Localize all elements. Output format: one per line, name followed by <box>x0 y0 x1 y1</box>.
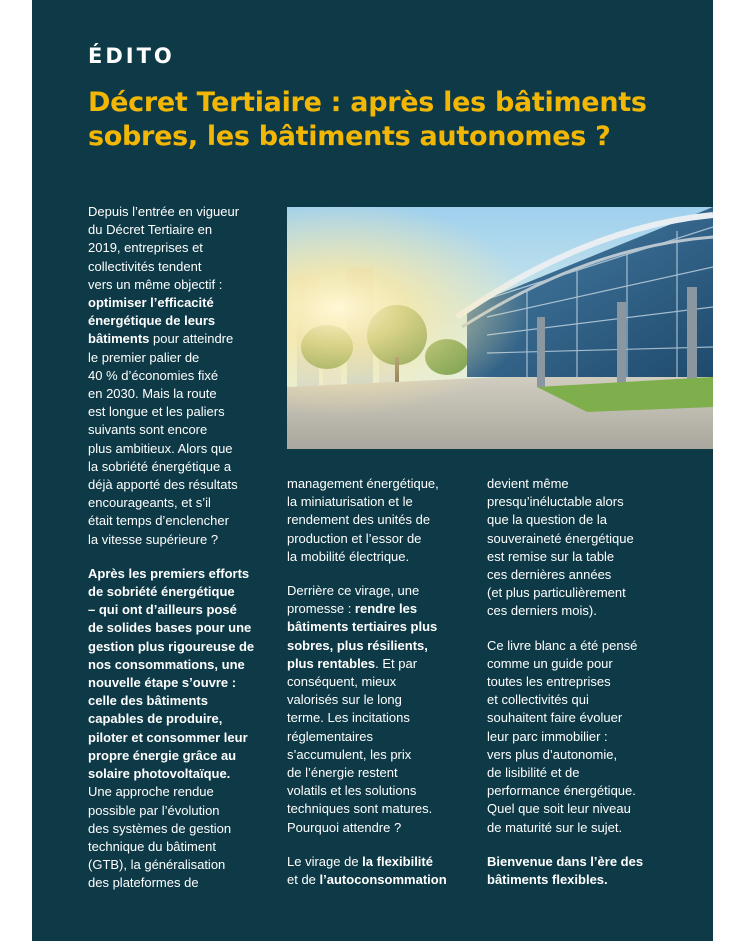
text-line: – qui ont d’ailleurs posé <box>88 602 237 618</box>
text-line: collectivités tendent <box>88 258 202 274</box>
text-line: celle des bâtiments <box>88 693 208 709</box>
text-line: réglementaires <box>287 728 373 744</box>
text-line: leur parc immobilier : <box>487 728 608 744</box>
text-line: Quel que soit leur niveau <box>487 801 631 817</box>
text-column-3 <box>487 475 669 905</box>
text-line: capables de produire, <box>88 711 223 727</box>
text-line: s’accumulent, les prix <box>287 746 412 762</box>
text-line: optimiser l’efficacité <box>88 295 214 311</box>
text-line: piloter et consommer leur <box>88 729 248 745</box>
text-line: déjà apporté des résultats <box>88 477 238 493</box>
paragraph <box>487 637 669 837</box>
text-line: et de <box>287 872 320 888</box>
text-line: que la question de la <box>487 512 607 528</box>
text-line: la miniaturisation et le <box>287 494 413 510</box>
text-line: (et plus particulièrement <box>487 585 626 601</box>
text-line: Le virage de <box>287 853 363 869</box>
text-line: la sobriété énergétique a <box>88 458 232 474</box>
text-line: et collectivités qui <box>487 692 589 708</box>
text-line: management énergétique, <box>287 476 439 491</box>
text-line: de solides bases pour une <box>88 620 252 636</box>
text-line: sobres, plus résilients, <box>287 637 428 653</box>
paragraph <box>88 565 270 893</box>
text-line: rendre les <box>354 601 418 617</box>
text-line: était temps d’enclencher <box>88 513 229 529</box>
text-line: Une approche rendue <box>88 784 214 800</box>
text-line: Derrière ce virage, une <box>287 583 420 599</box>
page-title <box>88 86 688 154</box>
text-line: suivants sont encore <box>88 422 208 438</box>
text-line: propre énergie grâce au <box>88 747 237 763</box>
section-kicker: ÉDITO <box>88 44 175 68</box>
text-line: la flexibilité <box>362 853 433 869</box>
text-line: du Décret Tertiaire en <box>88 222 213 238</box>
text-line: la vitesse supérieure ? <box>88 531 219 547</box>
text-line: l’autoconsommation <box>319 872 447 888</box>
text-line: plus rentables <box>287 655 376 671</box>
paragraph <box>287 582 469 837</box>
text-line: 40 % d’économies fixé <box>88 367 219 383</box>
paragraph <box>287 853 469 889</box>
text-line: technique du bâtiment <box>88 838 216 854</box>
text-line: la mobilité électrique. <box>287 548 410 564</box>
text-line: 2019, entreprises et <box>88 240 203 256</box>
text-line: toutes les entreprises <box>487 674 611 690</box>
text-line: souhaitent faire évoluer <box>487 710 623 726</box>
text-line: Ce livre blanc a été pensé <box>487 637 638 653</box>
text-line: nouvelle étape s’ouvre : <box>88 675 237 691</box>
text-line: techniques sont matures. <box>287 801 433 817</box>
text-line: presqu’inéluctable alors <box>487 494 624 510</box>
text-line: bâtiments tertiaires plus <box>287 619 438 635</box>
text-line: nos consommations, une <box>88 656 245 672</box>
text-line: bâtiments flexibles. <box>487 872 608 888</box>
text-line: ces derniers mois). <box>487 603 597 619</box>
text-line: Depuis l’entrée en vigueur <box>88 204 240 219</box>
text-line: valorisés sur le long <box>287 692 402 708</box>
text-line: vers un même objectif : <box>88 276 223 292</box>
text-line: ces dernières années <box>487 567 612 583</box>
text-line: est remise sur la table <box>487 548 615 564</box>
paragraph <box>487 475 669 621</box>
text-line: performance énergétique. <box>487 783 636 799</box>
text-line: en 2030. Mais la route <box>88 386 217 402</box>
text-line: des systèmes de gestion <box>88 820 232 836</box>
building-photo-icon <box>287 207 713 449</box>
text-line: (GTB), la généralisation <box>88 857 226 873</box>
title-line: sobres, les bâtiments autonomes ? <box>88 121 611 152</box>
title-line: Décret Tertiaire : après les bâtiments <box>88 87 647 118</box>
text-line: gestion plus rigoureuse de <box>88 638 255 654</box>
text-line: comme un guide pour <box>487 655 613 671</box>
text-line: conséquent, mieux <box>287 674 397 690</box>
text-line: rendement des unités de <box>287 512 431 528</box>
text-line: plus ambitieux. Alors que <box>88 440 233 456</box>
text-column-2 <box>287 475 469 905</box>
text-line: de sobriété énergétique <box>88 584 235 600</box>
text-line: terme. Les incitations <box>287 710 410 726</box>
paragraph <box>287 475 469 566</box>
paragraph <box>88 203 270 549</box>
text-line: solaire photovoltaïque. <box>88 766 231 782</box>
text-line: le premier palier de <box>88 349 200 365</box>
text-line: est longue et les paliers <box>88 404 225 420</box>
text-column-1 <box>88 203 270 909</box>
text-line: promesse : <box>287 601 355 617</box>
text-line: Après les premiers efforts <box>88 565 250 581</box>
text-line: volatils et les solutions <box>287 783 417 799</box>
text-line: souveraineté énergétique <box>487 530 634 546</box>
text-line: . Et par <box>375 655 418 671</box>
text-line: bâtiments <box>88 331 150 347</box>
text-line: possible par l’évolution <box>88 802 220 818</box>
text-line: de maturité sur le sujet. <box>487 819 623 835</box>
text-line: production et l’essor de <box>287 530 422 546</box>
text-line: vers plus d’autonomie, <box>487 746 618 762</box>
text-line: énergétique de leurs <box>88 313 216 329</box>
text-line: Pourquoi attendre ? <box>287 819 402 835</box>
paragraph <box>487 853 669 889</box>
text-line: devient même <box>487 476 569 491</box>
text-line: des plateformes de <box>88 875 199 891</box>
text-line: de l’énergie restent <box>287 765 398 781</box>
text-line: Bienvenue dans l’ère des <box>487 853 644 869</box>
text-line: encourageants, et s’il <box>88 495 211 511</box>
text-line: pour atteindre <box>149 331 234 347</box>
text-line: de lisibilité et de <box>487 765 580 781</box>
